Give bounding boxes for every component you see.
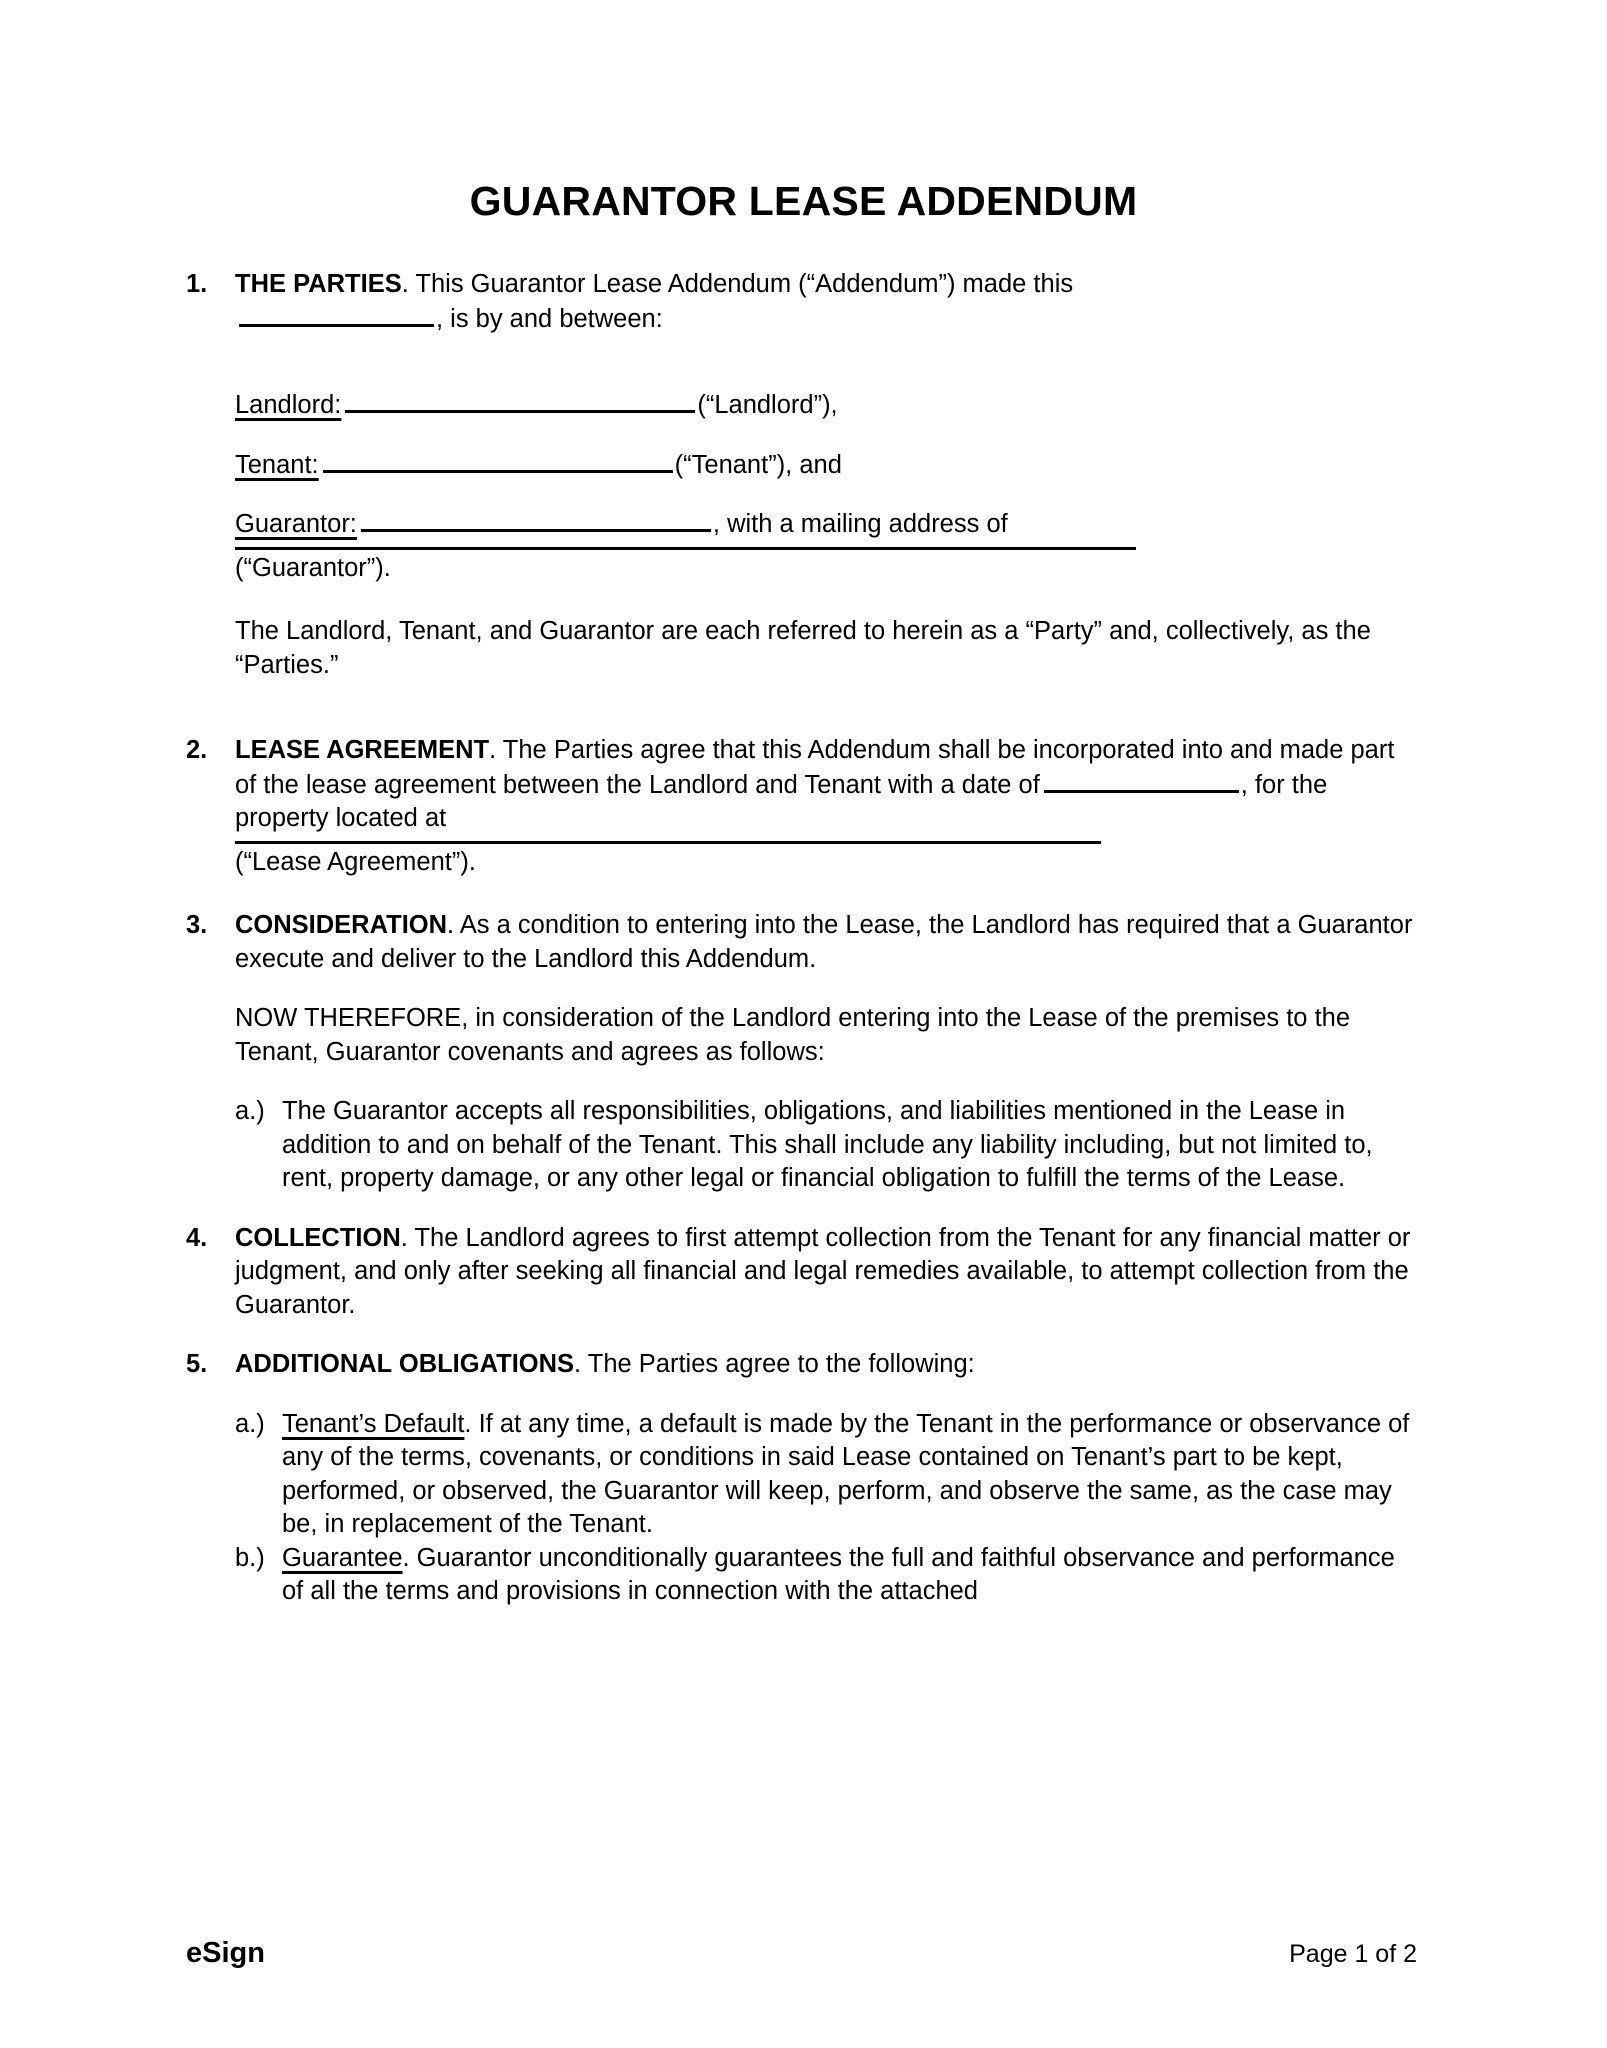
clause-text-lease-agreement — [235, 734, 1416, 836]
spacer — [186, 585, 1416, 615]
clause-collection — [186, 1222, 1416, 1323]
clause-heading-collection: COLLECTION — [235, 1223, 401, 1252]
lease-agreement-close-text: (“Lease Agreement”). — [235, 847, 476, 876]
landlord-suffix: (“Landlord”), — [697, 391, 838, 419]
consideration-item-a-text: The Guarantor accepts all responsibilities, obligations, and liabilities mentioned in the Lease in addition to and on behalf of the Tenant. This shall include any liability including, but not limited to, rent, property damage, or any other legal or financial obligation to fulfill the terms of the Lease. — [282, 1097, 1373, 1192]
clause-number-3: 3. — [186, 911, 208, 939]
guarantor-suffix: , with a mailing address of — [712, 510, 1008, 538]
obligations-item-b-text: . Guarantor unconditionally guarantees the full and faithful observance and performance of all the terms and provisions in connection with the attached — [282, 1543, 1395, 1605]
clause-heading-additional-obligations: ADDITIONAL OBLIGATIONS — [235, 1350, 575, 1378]
clause-the-parties — [186, 268, 1416, 336]
clause-number-4: 4. — [186, 1223, 208, 1252]
clause-consideration — [186, 909, 1416, 976]
lease-text-after: , for the property located at — [235, 770, 1328, 832]
page-footer — [186, 1937, 1417, 1970]
obligations-item-a — [235, 1408, 1416, 1542]
obligations-item-b-marker: b.) — [235, 1543, 265, 1572]
landlord-row — [235, 388, 1416, 423]
lease-text-before: . The Parties agree that this Addendum shall be incorporated into and made part of the lease agreement between the Landlord and Tenant with a date of — [235, 736, 1395, 799]
parties-intro-before: . This Guarantor Lease Addendum (“Addendum”) made this — [401, 270, 1074, 298]
guarantor-address-field[interactable] — [235, 547, 1136, 550]
page-number: Page 1 of 2 — [1289, 1940, 1417, 1968]
clause-number-5: 5. — [186, 1350, 208, 1378]
clause-text-collection — [235, 1222, 1416, 1323]
collection-text: . The Landlord agrees to first attempt collection from the Tenant for any financial matter or judgment, and only after seeking all financial and legal remedies available, to attempt collection from the Guarantor. — [235, 1223, 1411, 1319]
guarantor-name-field[interactable] — [361, 507, 711, 532]
landlord-name-field[interactable] — [345, 388, 695, 413]
date-blank-field[interactable] — [239, 302, 434, 327]
tenant-name-field[interactable] — [323, 448, 673, 473]
clause-text-additional-obligations — [235, 1348, 1416, 1382]
guarantor-label: Guarantor: — [235, 510, 357, 538]
spacer — [186, 708, 1416, 734]
clause-number-2: 2. — [186, 736, 208, 764]
parties-intro-after: , is by and between: — [436, 304, 663, 333]
obligations-item-b-term: Guarantee — [282, 1543, 403, 1572]
obligations-item-a-term: Tenant’s Default — [282, 1409, 465, 1438]
spacer — [186, 362, 1416, 388]
obligations-item-a-marker: a.) — [235, 1409, 265, 1438]
lease-property-block — [235, 841, 1416, 880]
obligations-item-a-text: . If at any time, a default is made by the Tenant in the performance or observance of any of the terms, covenants, or conditions in said Lease contained on Tenant’s part to be kept, performed, or observed, the Guarantor will keep, perform, and observe the same, as the case may be, in replacement of the Tenant. — [282, 1409, 1410, 1538]
guarantor-close-text: (“Guarantor”). — [235, 553, 391, 582]
guarantor-address-block — [235, 547, 1416, 586]
clause-heading-consideration: CONSIDERATION — [235, 911, 448, 939]
document-body — [186, 268, 1416, 1609]
tenant-suffix: (“Tenant”), and — [674, 450, 842, 479]
lease-property-address-field[interactable] — [235, 841, 1101, 844]
consideration-item-a-marker: a.) — [235, 1097, 265, 1125]
clause-number-1: 1. — [186, 270, 208, 298]
guarantor-row — [235, 507, 1416, 542]
tenant-label: Tenant: — [235, 450, 319, 479]
clause-lease-agreement — [186, 734, 1416, 836]
lease-date-field[interactable] — [1044, 768, 1239, 793]
clause-heading-lease-agreement: LEASE AGREEMENT — [235, 736, 490, 764]
consideration-item-a — [235, 1095, 1416, 1196]
spacer — [186, 879, 1416, 909]
clause-heading-the-parties: THE PARTIES — [235, 270, 402, 298]
obligations-item-b — [235, 1542, 1416, 1609]
now-therefore-paragraph: NOW THEREFORE, in consideration of the Landlord entering into the Lease of the premises to the Tenant, Guarantor covenants and agrees as follows: — [235, 1004, 1351, 1066]
additional-obligations-text: . The Parties agree to the following: — [574, 1350, 975, 1378]
tenant-row — [235, 448, 1416, 483]
parties-definition-paragraph: The Landlord, Tenant, and Guarantor are each referred to herein as a “Party” and, collectively, as the “Parties.” — [235, 617, 1371, 679]
consideration-text: . As a condition to entering into the Lease, the Landlord has required that a Guarantor execute and deliver to the Landlord this Addendum. — [235, 911, 1413, 973]
clause-text-consideration — [235, 909, 1416, 976]
clause-additional-obligations — [186, 1348, 1416, 1382]
clause-text-the-parties — [235, 268, 1416, 336]
brand-logo: eSign — [186, 1937, 265, 1969]
landlord-label: Landlord: — [235, 391, 342, 419]
page-title: GUARANTOR LEASE ADDENDUM — [469, 178, 1138, 224]
